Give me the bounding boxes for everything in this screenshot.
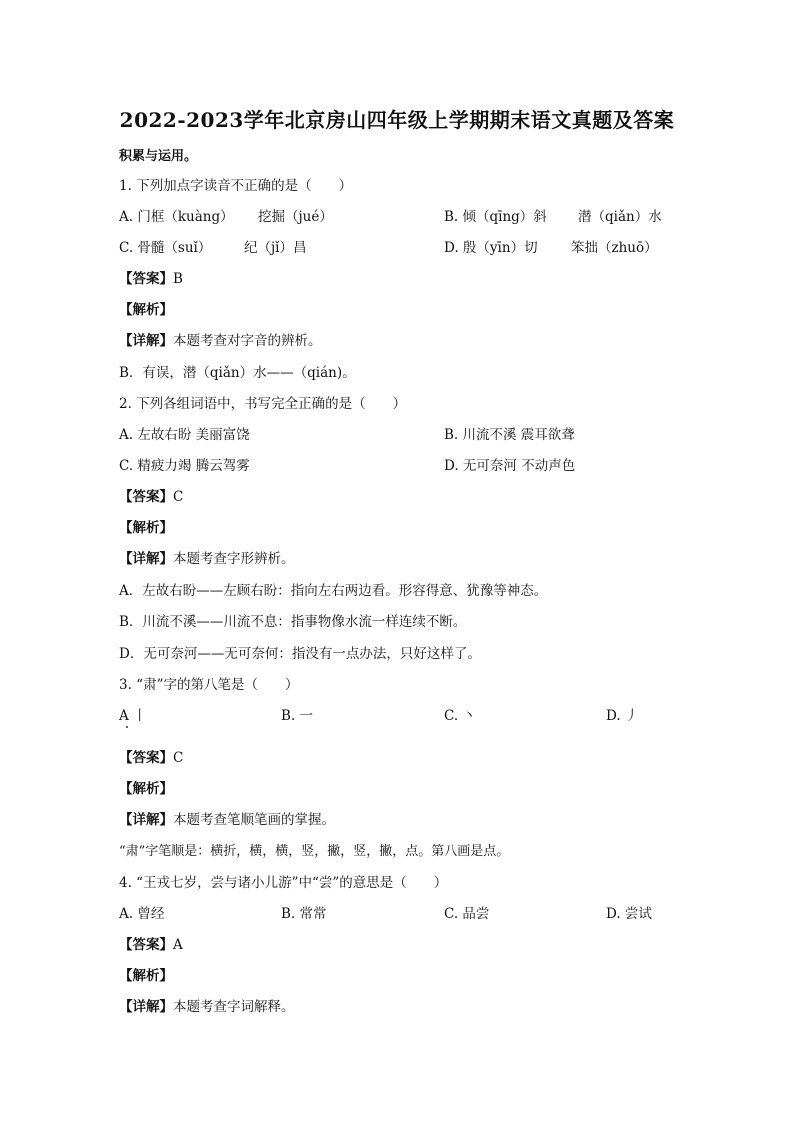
q1-option-d-word2: 笨拙（zhuō） [571,240,658,256]
q4-option-a: A. 曾经 [119,906,165,922]
answer-value: B [173,271,183,287]
detail-tag: 【详解】 [119,999,173,1015]
q2-option-a: A. 左故右盼 美丽富饶 [119,427,250,443]
q4-detail [119,997,295,1017]
q2-option-c: C. 精疲力竭 腾云驾雾 [119,458,250,474]
q1-option-a-word2: 挖掘（jué） [258,209,333,225]
q1-answer [119,269,183,289]
detail-tag: 【详解】 [119,551,173,567]
q1-option-c: C. 骨髓（suǐ） [119,240,212,256]
q3-option-a: A 丨 [119,708,147,724]
q4-option-c: C. 品尝 [444,906,490,922]
q3-explanation-line: “肃”字笔顺是：横折，横，横，竖，撇，竖，撇，点。第八画是点。 [119,844,510,859]
q3-option-b: B. 一 [281,708,314,724]
answer-tag: 【答案】 [119,937,173,953]
q2-explanation-line-3: D．无可奈河——无可奈何：指没有一点办法，只好这样了。 [119,646,481,662]
q2-detail [119,549,295,569]
detail-text: 本题考查字形辨析。 [173,551,295,567]
detail-text: 本题考查笔顺笔画的掌握。 [173,812,335,828]
q1-option-c-word2: 纪（jǐ）昌 [244,240,307,256]
detail-text: 本题考查对字音的辨析。 [173,333,322,349]
q1-explanation-line: B．有误，潜（qiǎn）水——（qián)。 [119,365,356,381]
q2-option-d: D. 无可奈河 不动声色 [444,458,576,474]
question-1-stem: 1. 下列加点字读音不正确的是（ ） [119,178,353,194]
q3-detail [119,810,335,830]
q1-option-b: B. 倾（qīng）斜 [444,209,547,225]
question-2-stem: 2. 下列各组词语中，书写完全正确的是（ ） [119,396,407,412]
detail-text: 本题考查字词解释。 [173,999,295,1015]
question-4-stem: 4. “王戎七岁，尝与诸小儿游”中“尝”的意思是（ ） [119,875,448,891]
q4-option-d: D. 尝试 [606,906,652,922]
q1-analysis-tag: 【解析】 [119,302,173,318]
section-heading: 积累与运用。 [119,149,198,164]
q4-analysis-tag: 【解析】 [119,968,173,984]
q1-option-d: D. 殷（yīn）切 [444,240,538,256]
detail-tag: 【详解】 [119,333,173,349]
q3-analysis-tag: 【解析】 [119,781,173,797]
question-3-stem: 3. “肃”字的第八笔是（ ） [119,677,299,693]
answer-value: C [173,489,184,505]
q4-answer [119,935,183,955]
q3-option-c: C. 丶 [444,708,476,724]
answer-value: C [173,750,184,766]
page-title: 2022-2023学年北京房山四年级上学期期末语文真题及答案 [119,108,675,132]
answer-tag: 【答案】 [119,750,173,766]
q2-option-b: B. 川流不溪 震耳欲聋 [444,427,575,443]
q2-answer [119,487,183,507]
decorative-dot [126,726,128,728]
q2-explanation-line-1: A．左故右盼——左顾右盼：指向左右两边看。形容得意、犹豫等神态。 [119,583,548,599]
answer-value: A [173,937,183,953]
q1-option-b-word2: 潜（qiǎn）水 [578,209,662,225]
q1-detail [119,331,322,351]
q3-option-d: D. 丿 [606,708,639,724]
q1-option-a: A. 门框（kuàng） [119,209,234,225]
detail-tag: 【详解】 [119,812,173,828]
q4-option-b: B. 常常 [281,906,327,922]
q2-analysis-tag: 【解析】 [119,520,173,536]
answer-tag: 【答案】 [119,271,173,287]
answer-tag: 【答案】 [119,489,173,505]
q3-answer [119,748,183,768]
q2-explanation-line-2: B．川流不溪——川流不息：指事物像水流一样连续不断。 [119,614,467,630]
